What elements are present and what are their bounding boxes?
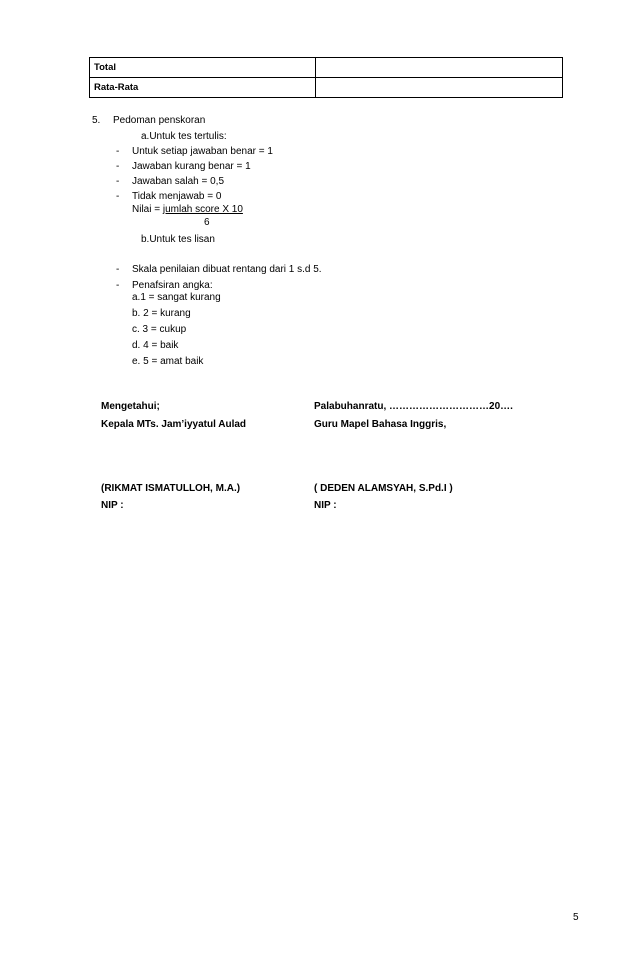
scale-item: a.1 = sangat kurang bbox=[132, 292, 221, 303]
list-item: Tidak menjawab = 0 bbox=[132, 191, 222, 202]
page-number: 5 bbox=[573, 912, 579, 923]
list-item: Untuk setiap jawaban benar = 1 bbox=[132, 146, 273, 157]
signature-right-name: ( DEDEN ALAMSYAH, S.Pd.I ) bbox=[314, 483, 453, 494]
list-item: Penafsiran angka: bbox=[132, 280, 213, 291]
nilai-prefix: Nilai = bbox=[132, 204, 163, 215]
signature-right-line1: Palabuhanratu, …………………………20…. bbox=[314, 401, 513, 412]
bullet: - bbox=[116, 176, 120, 187]
signature-left-nip: NIP : bbox=[101, 500, 124, 511]
signature-left-line2: Kepala MTs. Jam’iyyatul Aulad bbox=[101, 419, 247, 430]
signature-left-line1: Mengetahui; bbox=[101, 401, 160, 412]
bullet: - bbox=[116, 161, 120, 172]
bullet: - bbox=[116, 191, 120, 202]
scale-item: d. 4 = baik bbox=[132, 340, 179, 351]
table-row bbox=[90, 58, 563, 78]
scale-item: e. 5 = amat baik bbox=[132, 356, 204, 367]
score-summary-table bbox=[89, 57, 563, 98]
bullet: - bbox=[116, 146, 120, 157]
section-title: Pedoman penskoran bbox=[113, 115, 206, 126]
nilai-formula bbox=[132, 204, 243, 215]
subsection-a-heading: a.Untuk tes tertulis: bbox=[141, 131, 227, 142]
signature-right-nip: NIP : bbox=[314, 500, 337, 511]
list-item: Jawaban salah = 0,5 bbox=[132, 176, 225, 187]
table-cell-value bbox=[316, 58, 563, 78]
signature-left-name: (RIKMAT ISMATULLOH, M.A.) bbox=[101, 483, 241, 494]
subsection-b-heading: b.Untuk tes lisan bbox=[141, 234, 215, 245]
table-cell-label: Total bbox=[90, 58, 316, 78]
nilai-denominator: 6 bbox=[204, 217, 210, 228]
list-item: Jawaban kurang benar = 1 bbox=[132, 161, 251, 172]
signature-right-line2: Guru Mapel Bahasa Inggris, bbox=[314, 419, 447, 430]
bullet: - bbox=[116, 264, 120, 275]
list-item: Skala penilaian dibuat rentang dari 1 s.d 5. bbox=[132, 264, 322, 275]
scale-item: c. 3 = cukup bbox=[132, 324, 187, 335]
bullet: - bbox=[116, 280, 120, 291]
table-cell-value bbox=[316, 78, 563, 98]
section-number: 5. bbox=[92, 115, 101, 126]
nilai-numerator: jumlah score X 10 bbox=[162, 204, 243, 215]
table-row bbox=[90, 78, 563, 98]
table-cell-label: Rata-Rata bbox=[90, 78, 316, 98]
scale-item: b. 2 = kurang bbox=[132, 308, 191, 319]
